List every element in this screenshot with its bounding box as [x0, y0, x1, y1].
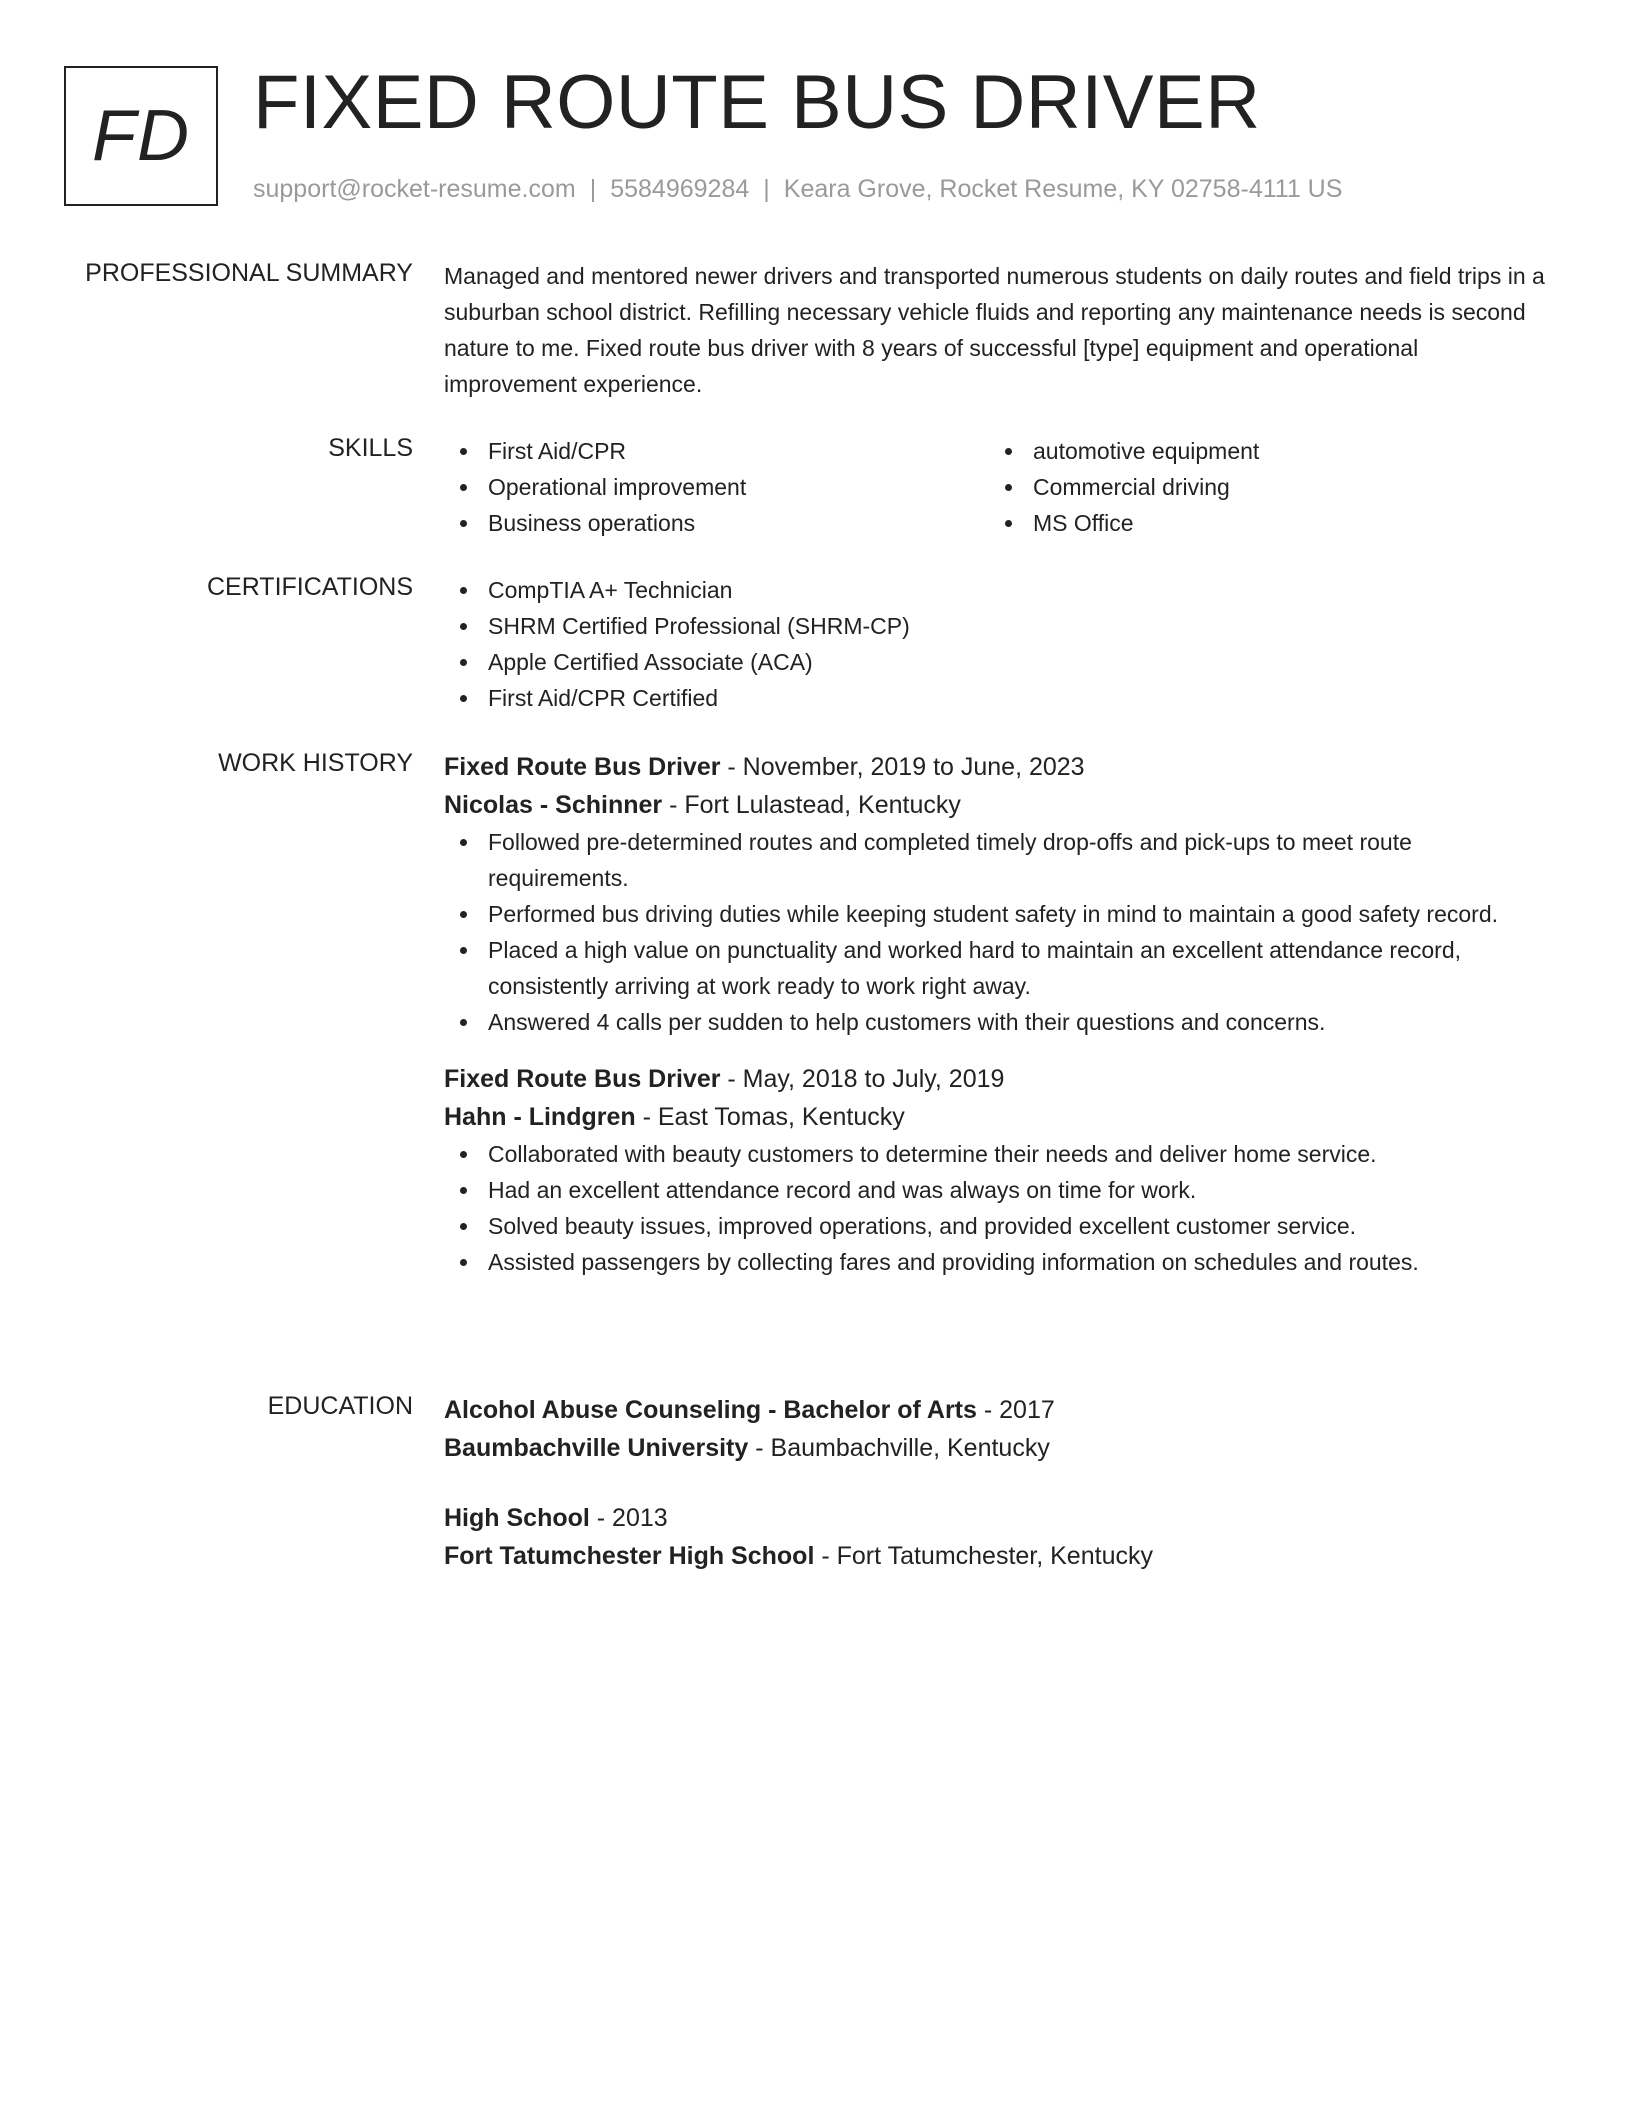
education-entry: [444, 1391, 1554, 1467]
school-location: - Baumbachville, Kentucky: [748, 1434, 1050, 1462]
job-bullet: Solved beauty issues, improved operations, and provided excellent customer service.: [444, 1208, 1554, 1244]
job-bullet: Followed pre-determined routes and completed timely drop-offs and pick-ups to meet route requirements.: [444, 824, 1554, 896]
job-company: Nicolas - Schinner: [444, 791, 663, 819]
skill-item: First Aid/CPR: [444, 433, 989, 469]
section-heading: CERTIFICATIONS: [206, 573, 413, 601]
degree-year: - 2017: [976, 1396, 1055, 1424]
job-entry: [444, 748, 1554, 1040]
contact-line: [253, 174, 1342, 204]
skill-item: MS Office: [989, 505, 1534, 541]
job-company: Hahn - Lindgren: [444, 1103, 636, 1131]
school-line: [444, 1537, 1554, 1575]
degree: High School: [444, 1504, 590, 1532]
job-bullet: Answered 4 calls per sudden to help customers with their questions and concerns.: [444, 1004, 1554, 1040]
job-bullet: Assisted passengers by collecting fares and providing information on schedules and routes.: [444, 1244, 1554, 1280]
job-dates: - November, 2019 to June, 2023: [720, 753, 1085, 781]
skill-item: Commercial driving: [989, 469, 1534, 505]
skill-item: Operational improvement: [444, 469, 989, 505]
contact-separator: |: [763, 175, 770, 203]
degree-line: [444, 1499, 1554, 1537]
skills-column: [444, 433, 989, 541]
certification-item: First Aid/CPR Certified: [444, 680, 1554, 716]
job-bullet: Placed a high value on punctuality and worked hard to maintain an excellent attendance record, consistently arriving at work ready to work right away.: [444, 932, 1554, 1004]
job-title: Fixed Route Bus Driver: [444, 1065, 721, 1093]
school-location: - Fort Tatumchester, Kentucky: [814, 1542, 1153, 1570]
monogram-logo: FD: [64, 66, 218, 206]
certification-item: SHRM Certified Professional (SHRM-CP): [444, 608, 1554, 644]
job-bullet: Had an excellent attendance record and was always on time for work.: [444, 1172, 1554, 1208]
section-heading: EDUCATION: [267, 1392, 413, 1420]
summary-text: Managed and mentored newer drivers and transported numerous students on daily routes and field trips in a suburban school district. Refilling necessary vehicle fluids and reporting any maintenance needs is second nature to me. Fixed route bus driver with 8 years of successful [type] equipment and operational improvement experience.: [444, 263, 1545, 397]
degree-line: [444, 1391, 1554, 1429]
school-line: [444, 1429, 1554, 1467]
skills-body: [444, 433, 1554, 541]
contact-email[interactable]: support@rocket-resume.com: [253, 175, 576, 203]
job-title-line: [444, 1060, 1554, 1098]
school-name: Baumbachville University: [444, 1434, 749, 1462]
job-company-line: [444, 1098, 1554, 1136]
job-entry: [444, 1060, 1554, 1280]
education-body: [444, 1391, 1554, 1575]
job-bullet: Collaborated with beauty customers to determine their needs and deliver home service.: [444, 1136, 1554, 1172]
section-heading: WORK HISTORY: [218, 749, 413, 777]
certification-item: Apple Certified Associate (ACA): [444, 644, 1554, 680]
work-history-body: [444, 748, 1554, 1280]
candidate-name: FIXED ROUTE BUS DRIVER: [253, 60, 1261, 145]
school-name: Fort Tatumchester High School: [444, 1542, 815, 1570]
job-dates: - May, 2018 to July, 2019: [720, 1065, 1005, 1093]
section-heading: PROFESSIONAL SUMMARY: [85, 259, 413, 287]
job-bullet: Performed bus driving duties while keeping student safety in mind to maintain a good safety record.: [444, 896, 1554, 932]
education-entry: [444, 1499, 1554, 1575]
contact-phone[interactable]: 5584969284: [610, 175, 750, 203]
summary-body: [444, 258, 1554, 402]
skill-item: Business operations: [444, 505, 989, 541]
skill-item: automotive equipment: [989, 433, 1534, 469]
job-title-line: [444, 748, 1554, 786]
degree: Alcohol Abuse Counseling - Bachelor of Arts: [444, 1396, 977, 1424]
certifications-body: [444, 572, 1554, 716]
job-title: Fixed Route Bus Driver: [444, 753, 721, 781]
job-location: - Fort Lulastead, Kentucky: [662, 791, 961, 819]
skills-column: [989, 433, 1534, 541]
certification-item: CompTIA A+ Technician: [444, 572, 1554, 608]
contact-separator: |: [589, 175, 597, 203]
contact-address: Keara Grove, Rocket Resume, KY 02758-4111 US: [783, 175, 1343, 203]
degree-year: - 2013: [589, 1504, 668, 1532]
section-heading: SKILLS: [328, 434, 413, 462]
job-company-line: [444, 786, 1554, 824]
job-location: - East Tomas, Kentucky: [635, 1103, 905, 1131]
